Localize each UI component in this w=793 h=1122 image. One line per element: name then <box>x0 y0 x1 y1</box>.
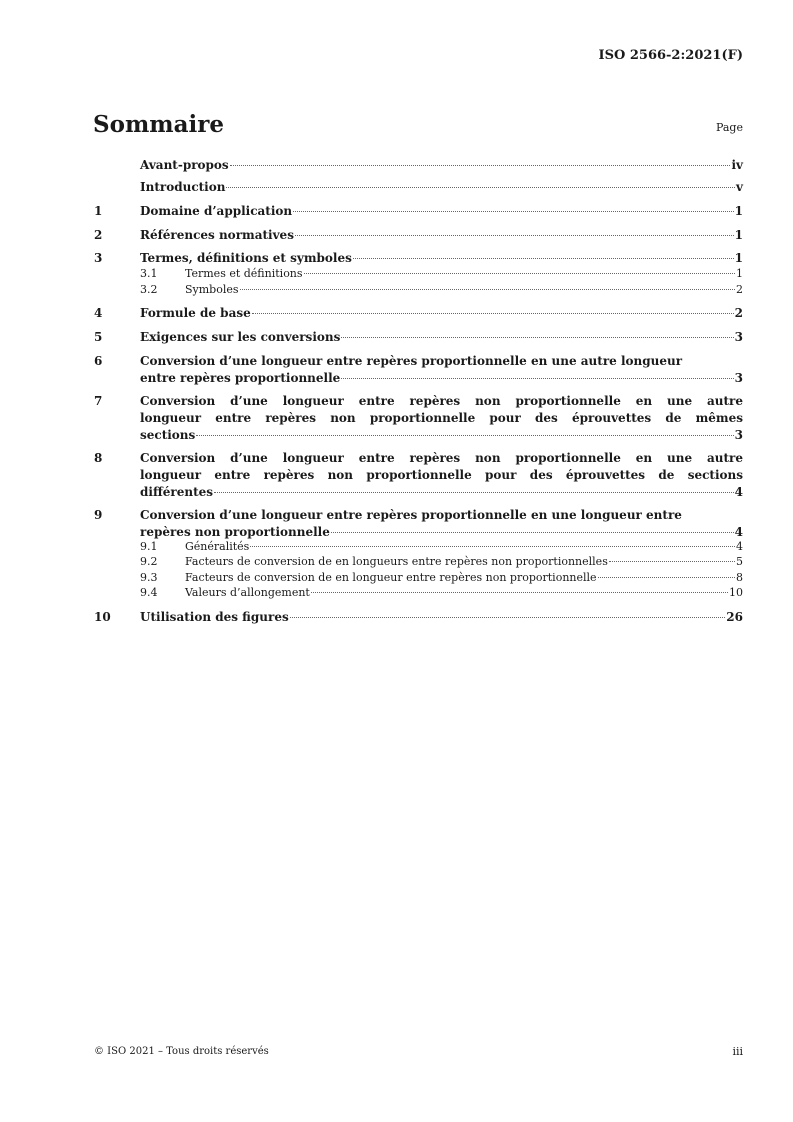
dot-leader <box>252 313 734 314</box>
toc-entry[interactable] <box>94 353 743 387</box>
toc-entry-title: Domaine d’application <box>140 204 293 218</box>
toc-entry-title: Symboles <box>185 283 239 296</box>
toc-entry-number: 9 <box>94 508 103 522</box>
toc-entry-page: v <box>736 180 743 194</box>
toc-entry-page: 8 <box>736 571 743 584</box>
toc-entry-title: Conversion d’une longueur entre repères non proportionnelle en une autre <box>140 394 743 408</box>
toc-title: Sommaire <box>93 111 225 138</box>
toc-entry-page: 5 <box>736 555 743 568</box>
toc-entry-title: longueur entre repères non proportionnelle pour des éprouvettes de sections <box>140 468 743 482</box>
toc-entry-number: 8 <box>94 451 103 465</box>
toc-entry-page: 1 <box>734 251 743 265</box>
toc-entry-number: 6 <box>94 354 103 368</box>
toc-entry-title: longueur entre repères non proportionnelle pour des éprouvettes de mêmes <box>140 411 743 425</box>
toc-entry-title: Valeurs d’allongement <box>185 586 310 599</box>
toc-entry[interactable] <box>94 203 743 220</box>
toc-entry[interactable] <box>94 554 743 570</box>
dot-leader <box>226 187 735 188</box>
toc-entry[interactable] <box>94 393 743 444</box>
toc-entry-number: 9.3 <box>140 571 158 584</box>
toc-entry-page: 1 <box>736 267 743 280</box>
toc-entry-number: 3 <box>94 251 103 265</box>
toc-entry-title: repères non proportionnelle <box>140 525 330 539</box>
dot-leader <box>609 561 735 562</box>
toc-entry-title: Avant-propos <box>140 158 229 172</box>
toc-entry-number: 4 <box>94 306 103 320</box>
toc-entry[interactable] <box>94 282 743 298</box>
toc-entry-title: Conversion d’une longueur entre repères proportionnelle en une autre longueur <box>140 354 683 368</box>
dot-leader <box>230 165 731 166</box>
dot-leader <box>331 532 734 533</box>
toc-entry-number: 10 <box>94 610 111 624</box>
toc-entry-title: Conversion d’une longueur entre repères proportionnelle en une longueur entre <box>140 508 682 522</box>
toc-entry-title: Utilisation des figures <box>140 610 289 624</box>
toc-entry-number: 2 <box>94 228 103 242</box>
toc-entry[interactable] <box>94 227 743 244</box>
dot-leader <box>290 617 726 618</box>
toc-entry-number: 5 <box>94 330 103 344</box>
toc-entry-page: 4 <box>736 540 743 553</box>
toc-entry-page: 3 <box>734 371 743 385</box>
toc-entry-title: Introduction <box>140 180 226 194</box>
toc-entry[interactable] <box>94 585 743 601</box>
toc-entry[interactable] <box>94 507 743 541</box>
dot-leader <box>353 258 734 259</box>
dot-leader <box>293 211 734 212</box>
toc-entry-title: sections <box>140 428 196 442</box>
dot-leader <box>311 592 728 593</box>
toc-entry-number: 9.1 <box>140 540 158 553</box>
toc-entry[interactable] <box>94 609 743 626</box>
dot-leader <box>598 577 735 578</box>
toc-entry[interactable] <box>94 305 743 322</box>
toc-entry-page: 2 <box>736 283 743 296</box>
toc-entry-number: 9.4 <box>140 586 158 599</box>
toc-entry-number: 3.1 <box>140 267 158 280</box>
toc-entry-title: Termes, définitions et symboles <box>140 251 352 265</box>
toc-entry-page: 10 <box>729 586 743 599</box>
toc-entry-page: iv <box>731 158 743 172</box>
toc-entry-title: Conversion d’une longueur entre repères non proportionnelle en une autre <box>140 451 743 465</box>
toc-entry[interactable] <box>94 539 743 555</box>
toc-entry-page: 2 <box>734 306 743 320</box>
toc-entry-title: Généralités <box>185 540 250 553</box>
dot-leader <box>214 492 734 493</box>
toc-entry-title: Facteurs de conversion de en longueur entre repères non proportionnelle <box>185 571 597 584</box>
toc-entry[interactable] <box>94 179 743 196</box>
document-id: ISO 2566-2:2021(F) <box>598 48 743 63</box>
toc-entry-number: 1 <box>94 204 103 218</box>
footer-copyright: © ISO 2021 – Tous droits réservés <box>94 1046 269 1057</box>
toc-entry-title: Termes et définitions <box>185 267 303 280</box>
toc-entry[interactable] <box>94 570 743 586</box>
dot-leader <box>250 546 735 547</box>
dot-leader <box>295 235 734 236</box>
toc-entry-title: différentes <box>140 485 214 499</box>
dot-leader <box>304 273 735 274</box>
dot-leader <box>341 337 733 338</box>
toc-entry-page: 4 <box>734 485 743 499</box>
toc-entry[interactable] <box>94 250 743 267</box>
dot-leader <box>341 378 733 379</box>
toc-entry-title: Références normatives <box>140 228 294 242</box>
toc-entry-page: 26 <box>726 610 743 624</box>
toc-entry[interactable] <box>94 329 743 346</box>
dot-leader <box>240 289 735 290</box>
toc-entry-title: Exigences sur les conversions <box>140 330 341 344</box>
toc-entry[interactable] <box>94 450 743 501</box>
toc-entry-page: 1 <box>734 228 743 242</box>
toc-entry-title: Facteurs de conversion de en longueurs entre repères non proportionnelles <box>185 555 608 568</box>
toc-entry-page: 1 <box>734 204 743 218</box>
page-column-label: Page <box>715 121 743 134</box>
toc-entry-title: Formule de base <box>140 306 251 320</box>
footer-page-number: iii <box>732 1045 743 1058</box>
toc-entry-page: 3 <box>734 330 743 344</box>
toc-entry-number: 9.2 <box>140 555 158 568</box>
toc-entry-number: 7 <box>94 394 103 408</box>
toc-entry-page: 4 <box>734 525 743 539</box>
toc-entry-title: entre repères proportionnelle <box>140 371 341 385</box>
toc-entry-number: 3.2 <box>140 283 158 296</box>
dot-leader <box>196 435 733 436</box>
toc-entry[interactable] <box>94 266 743 282</box>
toc-entry-page: 3 <box>734 428 743 442</box>
toc-entry[interactable] <box>94 157 743 174</box>
